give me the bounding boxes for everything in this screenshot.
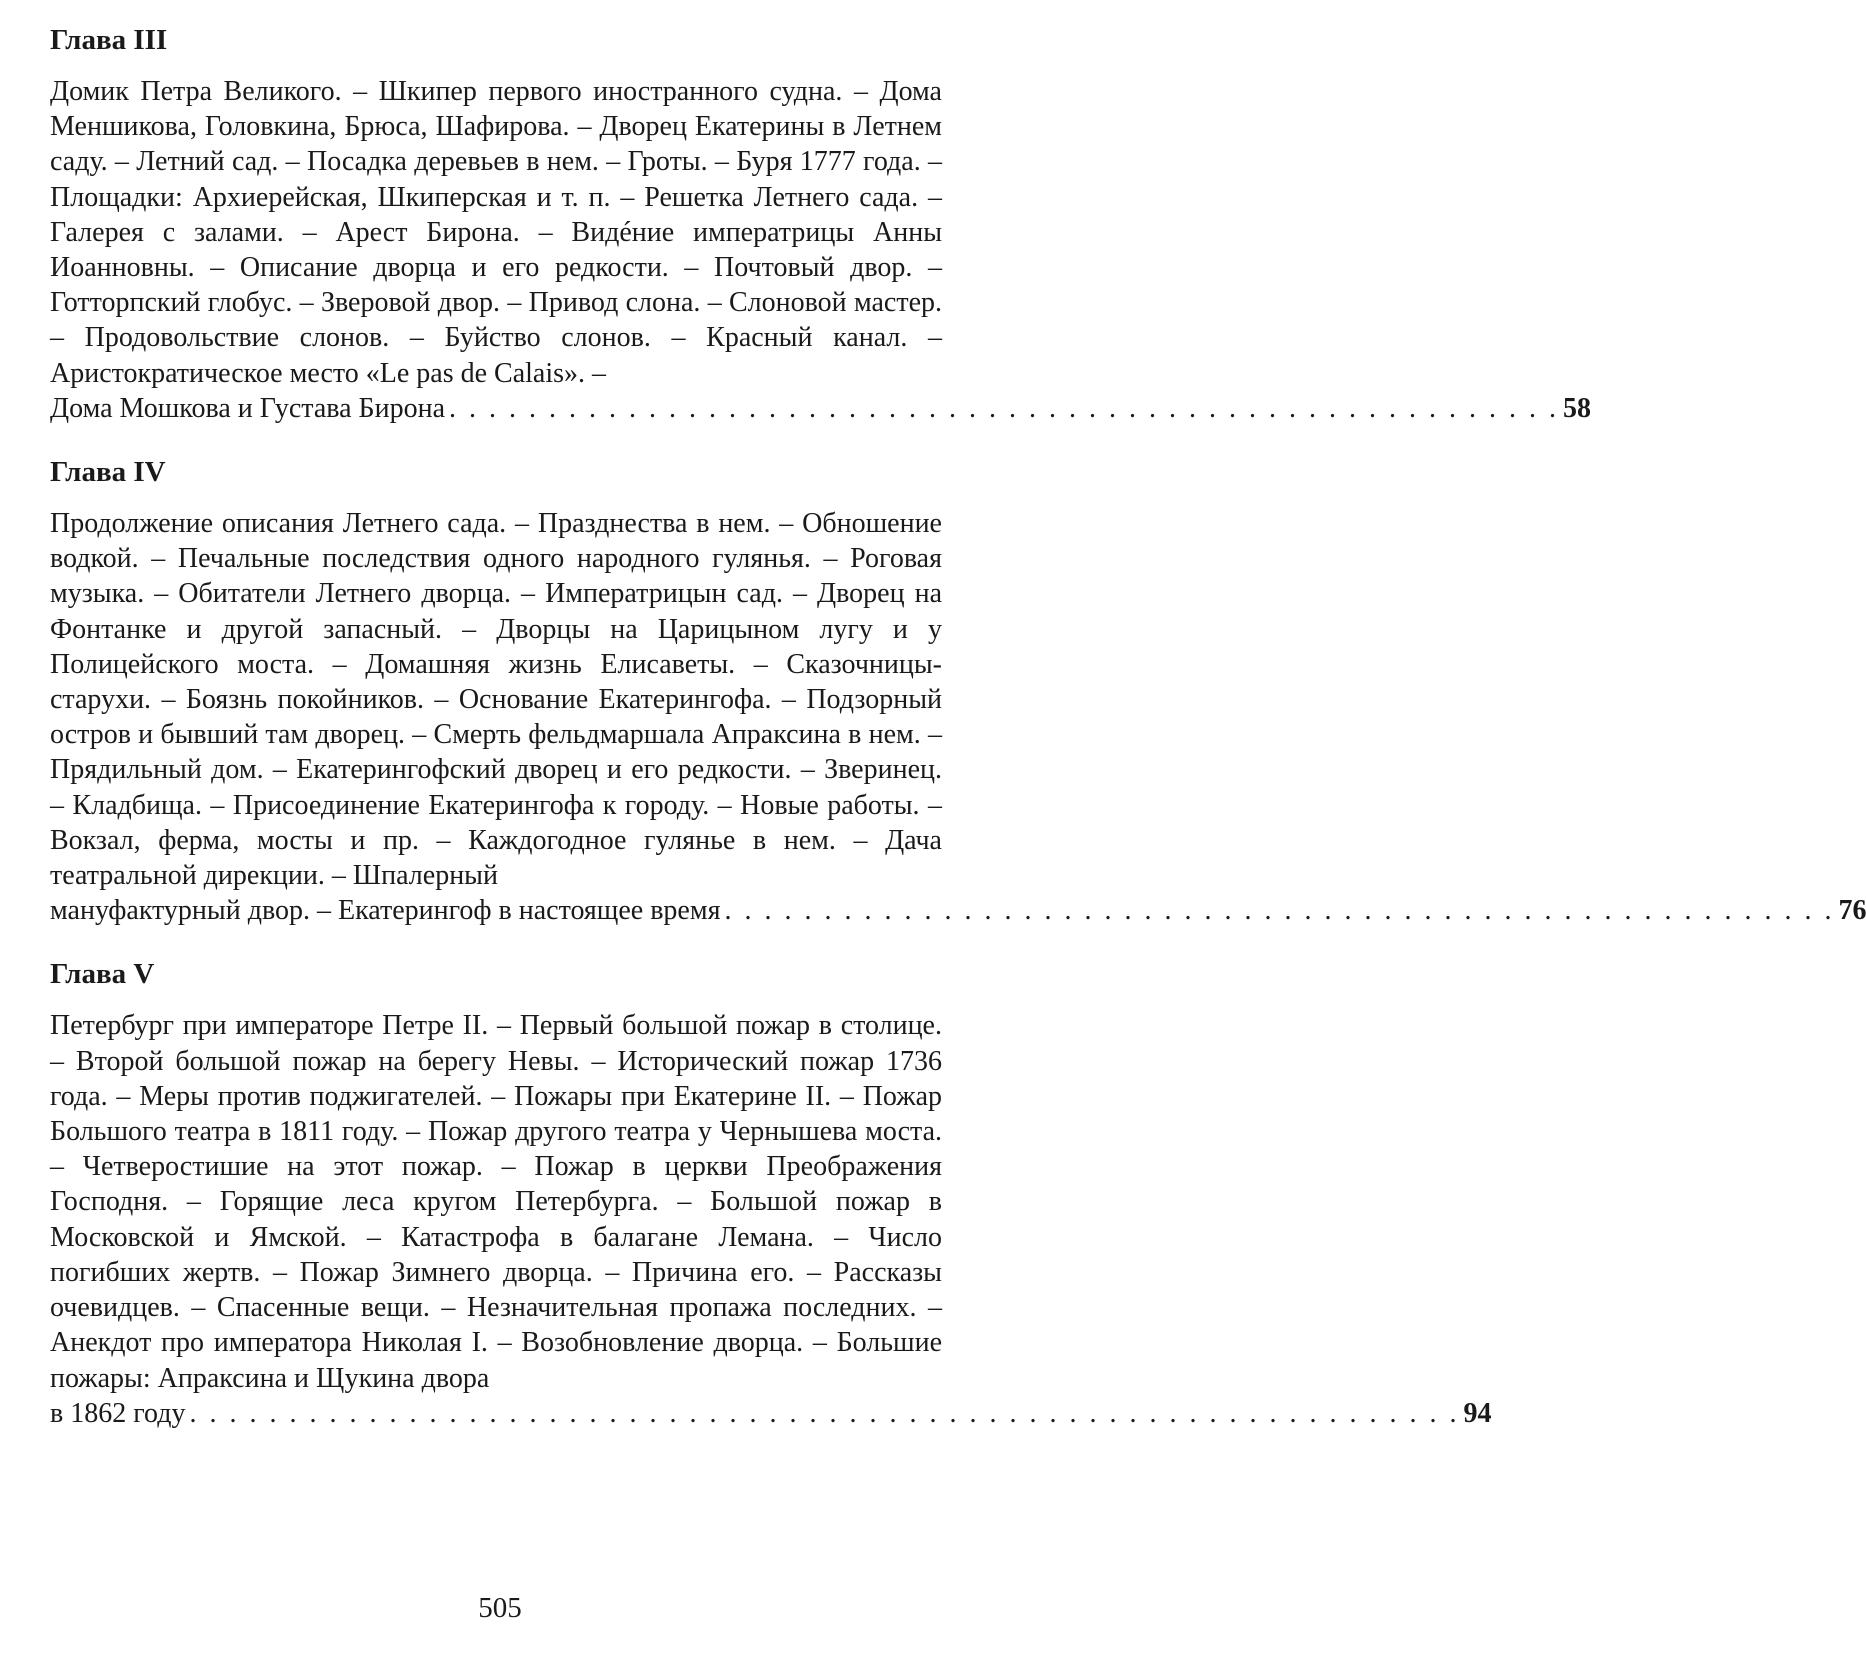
toc-entry-text: мануфактурный двор. – Екатерингоф в настоящее время [50, 895, 721, 927]
page-content [50, 22, 1866, 1459]
chapter-4 [50, 454, 1866, 928]
chapter-title: Глава III [50, 24, 168, 56]
chapter-summary: Петербург при императоре Петре II. – Первый большой пожар в столице. – Второй большой пожар на берегу Невы. – Исторический пожар 1736 года. – Меры против поджигателей. – Пожары при Екатерине II. – Пожар Большого театра в 1811 году. – Пожар другого театра у Чернышева моста. – Четверостишие на этот пожар. – Пожар в церкви Преображения Господня. – Горящие леса кругом Петербурга. – Большой пожар в Московской и Ямской. – Катастрофа в балагане Лемана. – Число погибших жертв. – Пожар Зимнего дворца. – Причина его. – Рассказы очевидцев. – Спасенные вещи. – Незначительная пропажа последних. – Анекдот про императора Николая I. – Возобновление дворца. – Большие пожары: Апраксина и Щукина двора [50, 1010, 942, 1394]
chapter-summary: Домик Петра Великого. – Шкипер первого иностранного судна. – Дома Меншикова, Головкина, Брюса, Шафирова. – Дворец Екатерины в Летнем саду. – Летний сад. – Посадка деревьев в нем. – Гроты. – Буря 1777 года. – Площадки: Архиерейская, Шкиперская и т. п. – Решетка Летнего сада. – Галерея с залами. – Арест Бирона. – Видéние императрицы Анны Иоанновны. – Описание дворца и его редкости. – Почтовый двор. – Готторпский глобус. – Зверовой двор. – Привод слона. – Слоновой мастер. – Продовольствие слонов. – Буйство слонов. – Красный канал. – Аристократическое место «Le pas de Calais». – [50, 76, 942, 389]
chapter-summary: Продолжение описания Летнего сада. – Празднества в нем. – Обношение водкой. – Печальные последствия одного народного гулянья. – Роговая музыка. – Обитатели Летнего дворца. – Императрицын сад. – Дворец на Фонтанке и другой запасный. – Дворцы на Царицыном лугу и у Полицейского моста. – Домашняя жизнь Елисаветы. – Сказочницы-старухи. – Боязнь покойников. – Основание Екатерингофа. – Подзорный остров и бывший там дворец. – Смерть фельдмаршала Апраксина в нем. – Прядильный дом. – Екатерингофский дворец и его редкости. – Зверинец. – Кладбища. – Присоединение Екатерингофа к городу. – Новые работы. – Вокзал, ферма, мосты и пр. – Каждогодное гулянье в нем. – Дача театральной дирекции. – Шпалерный [50, 508, 942, 892]
chapter-5 [50, 956, 1492, 1430]
chapter-3 [50, 22, 1592, 426]
dot-leader: . . . . . . . . . . . . . . . . . . . . . . . . . . . . . . . . . . . . . . . . . . . . . . . . . . . . . . . . [724, 895, 1835, 927]
toc-entry-text: в 1862 году [50, 1397, 186, 1429]
chapter-title: Глава IV [50, 456, 166, 489]
toc-entry-text: Дома Мошкова и Густава Бирона [50, 392, 446, 424]
page-number: 58 [1563, 392, 1592, 424]
dot-leader: . . . . . . . . . . . . . . . . . . . . . . . . . . . . . . . . . . . . . . . . . . . . . . . . . . . . . . . . [449, 392, 1560, 424]
page-folio-number: 505 [478, 1592, 522, 1624]
page-number: 94 [1463, 1397, 1492, 1429]
page-number: 76 [1838, 895, 1866, 927]
chapter-title: Глава V [50, 958, 155, 991]
dot-leader: . . . . . . . . . . . . . . . . . . . . . . . . . . . . . . . . . . . . . . . . . . . . . . . . . . . . . . . . . . . . . . . . [189, 1397, 1460, 1429]
toc-entry-line [50, 893, 1866, 928]
toc-entry-line [50, 1396, 1492, 1431]
toc-entry-line [50, 391, 1592, 426]
